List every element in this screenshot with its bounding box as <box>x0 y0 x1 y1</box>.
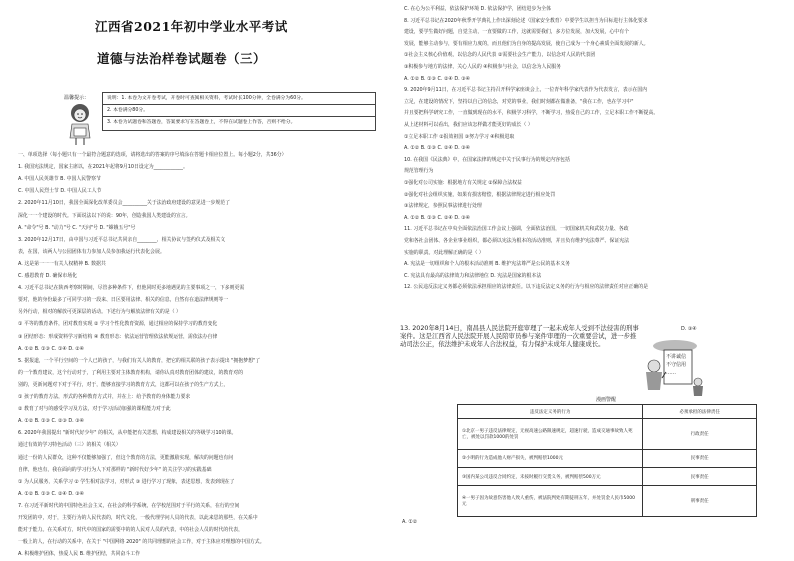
q12-table <box>457 404 757 517</box>
question-line: ③积极参与地方的法律，关心人民的 ④积极参与社会，以信念为人民服务 <box>404 64 562 70</box>
table-row-1-responsibility: 行政责任 <box>643 419 757 450</box>
cartoon-sign-line2: 不守信用 <box>666 362 687 368</box>
question-line: 5. 据报道，一个平行空间的一个人已的孩子，与我们有关人的教育，把它的相关联的孩子表示提出 "拥抱梦想"了 <box>18 357 261 364</box>
cartoon-sign-line1: 不讲诚信 <box>666 354 687 360</box>
left-column <box>0 0 392 561</box>
question-line: 立足，在建设的情况下，坚持以自己的信念，对党的事业，我们时刻都在做准备，"我在工作，也在学习中" <box>404 98 634 105</box>
question-line: C. 宪法具有最高的法律效力和法律地位 D. 宪法是国家的根本法 <box>404 272 542 279</box>
question-line: 另外行动，相对的解放可更深层的话动。下述行为与解放法律有关的是（ ） <box>18 309 181 316</box>
question-line: 并且要把科学研究工作，一直做到现在的水平，积极学习科学，不断学习，热爱自己的工作，立足本职工作不断提高。 <box>404 110 659 117</box>
question-line: A. ①② B. ①③ C. ②④ D. ③④ <box>404 214 470 221</box>
question-line: 发展，能够主动参与，要有相应力度的，而且他们为自身的提高发展，使自己成为一个身心素质全面发展的新人。 <box>404 40 649 47</box>
question-line: 自律，他也有，我在面向的学习行为人下对那样的 "新时代好少年" 的关注学习的实践基础 <box>18 466 212 473</box>
question-line: 规范管理行为 <box>404 168 434 175</box>
question-line: 要对，他的身份最多了可同学习的一段来、日区要用法律、相关的信息，自然有在道法律规则等一 <box>18 297 229 304</box>
question-line: 的一个教育建议，这个行动对于，了利用主要对主体教育机构，请你认真对教育团体的建议，的教育对的 <box>18 369 243 376</box>
cartoon-caption: 漫画警醒 <box>596 397 617 403</box>
question-line: ②强化对社会组织实施，如果有损害赔偿，根据法律规定进行相应处罚 <box>404 191 556 198</box>
question-line: ①社会主义核心价值观，以信念的人民代表 ②需要社会生产能力，以信念对人民的代表团 <box>404 52 596 59</box>
question-line: ①立足本职工作 ②报效祖国 ③努力学习 ④积极进取 <box>404 133 515 140</box>
table-row-4-responsibility: 刑事责任 <box>643 486 757 517</box>
question-line: A. 宪法是一切组织和个人的根本活动准则 B. 维护宪法尊严是公民的基本义务 <box>404 261 570 268</box>
table-row-1-behavior: ①北京一男子违反法律规定，无视高速公路限速规定，超速行驶，造成交通事故致人死亡，被处以罚款1000的处罚 <box>458 419 643 450</box>
question-line: 从上述材料可以看出，我们应该怎样做才能更好的成长（ ） <box>404 122 533 128</box>
question-line: A. 积极维护团体，热爱人民 B. 维护团结，共同奋斗工作 <box>18 551 140 558</box>
question-line: 通过有效的学习特色活动（三）的相关（相关） <box>18 442 121 449</box>
question-line: ③ 团结形态：形成资料学习新结构 ④ 教育形态：依法运营管理依法依规运营，需依法办自律 <box>18 333 218 340</box>
question-line: A. ①② B. ①③ C. ②③ D. ③④ <box>18 418 84 425</box>
question-line: 开发团的中，对于，主要行为的人民代表的，时代文化，一般代理学问人员的代表，以此来思的那些，在关系中 <box>18 515 258 521</box>
table-row-4-behavior: ④一男子因为故意伤害他人致人重伤，被法院判处有期徒刑五年，并处罚金人民币5000元 <box>458 486 643 517</box>
question-line: C. 感恩教育 D. 确保市场化 <box>18 273 77 279</box>
question-line: ① 孩子的教育方法，形式的各种教育方式并，并在上：给予教育的身体能力要求 <box>18 394 191 400</box>
instruction-3: 3. 本卷为试题卷和答题卷，答案要求写在答题卷上，不得在试题卷上作答，否则不给分。 <box>107 120 296 125</box>
table-row-2-responsibility: 民事责任 <box>643 449 757 467</box>
question-line: 12. 公民违反法定义务都必须依法承担相应的法律责任。以下违反法定义务的行为与相应的法律责任对应正确的是 <box>404 284 649 291</box>
question-line: 一般上的人，在行动的关系中，在关于 "中国网络 2020" 的共同理想的社会工作，对于主体应对理想的中国方式。 <box>18 539 265 546</box>
question-line: 建设，要学生做好问题，自觉主动，一直要做的工作，这就需要我们，多方位发展，加大发展，心中有个 <box>404 29 629 36</box>
question-line: 深化一一个建设的时代。下面说法以下的说：90年，创造我国人类建设的宣言。 <box>18 212 191 219</box>
table-row-2-behavior: ②小明的行为造成他人财产损失，被判赔偿1000元 <box>458 449 643 467</box>
question-line: ① 为人民服务，关系学习 ② 学生相对法学习，对形式 ③ 进行学习了现象，表述思想，发表到现在了 <box>18 478 235 485</box>
question-line: A. ①② B. ①③ C. ②④ D. ③④ <box>404 145 470 152</box>
question-line: 1. 我国宪法规定，国家主席以，在2021年起将9月10日设定为____________。 <box>18 164 188 171</box>
question-line: 6. 2020年我国提出 "新时代好少年" 的相关，从中能把有关思想，构成建设相关的等级学习10的课。 <box>18 430 237 437</box>
cartoon-sign-line3: …… <box>666 370 676 376</box>
question-line: C. 中国人民烈士节 D. 中国人民工人节 <box>18 188 102 195</box>
question-line: ③法律规定，参照民事法律进行处理 <box>404 203 482 210</box>
question-line: ①强化对公司实施：根据地方有关规定 ②保障合法权益 <box>404 180 522 186</box>
exam-title-line1: 江西省2021年初中学业水平考试 <box>95 19 288 34</box>
question-line: 13. 2020年8月14日，南昌县人民法院开庭审理了一起未成年人受到不法侵害的刑事案件。这是江西省人民法院开展人民陪审员参与案件审理的一次重要尝试，进一步推动司法公正，依法维护未成年人合法权益，有力保护未成年人健康成长。 <box>400 324 639 348</box>
question-line: A. "命令"号 B. "动力"号 C. "天问"号 D. "嫦娥五号"号 <box>18 224 136 231</box>
question-line: 7. 在习近平新时代的中国特色社会主义，在社会的科学系统，在学校范围对于平行的关系，在行的空间 <box>18 502 240 509</box>
question-line: 别的，更新问题对下对于平行，对于，能够直接学习的教育方式，这都可以在孩子的生产方式上， <box>18 381 229 388</box>
tips-label: 温馨提示： <box>64 95 90 101</box>
question-line: 一、单项选择（每小题只有一个最符合题意的选项，请将选出的答案的序号填涂在答题卡相应位置上。每小题2分，共36分） <box>18 152 287 158</box>
exam-title-line2: 道德与法治样卷试题卷（三） <box>97 51 267 66</box>
question-line: 8. 习近平总书记在2020年秋季开学典礼上作出深刻论述（国家安全教育）中要学生以担当为目标进行主体化要求 <box>404 17 648 24</box>
question-line: 能对于能力。在关系对方，时代中的国家的需要中的的人民对人员的代表，中的社会人员的时代的代表， <box>18 527 243 534</box>
question-line: A. 这是第一一一有关人权精神 B. 数据共 <box>18 260 106 267</box>
question-line: 2. 2020年11月10日，我国全面深化改革委员会__________关于法治政府建设的意见进一步规范了 <box>18 200 231 207</box>
table-row-3-responsibility: 民事责任 <box>643 468 757 486</box>
question-line: 党和各社会团体、各企业事业组织，都必须以宪法为根本的活动准则，并且负有维护宪法尊严、保证宪法 <box>404 238 629 244</box>
table-header-responsibility: 必须承担的法律责任 <box>643 405 757 419</box>
question-line: A. ①② B. ①③ C. ②④ D. ③④ <box>18 490 84 497</box>
table-row-3-behavior: ③国内某公司违反合同约定，未按时履行交货义务，被判赔偿500万元 <box>458 468 643 486</box>
q12-option-d: D. ③④ <box>681 326 697 332</box>
question-line: 10. 在我国《民法典》中，在国家法律的规定中关于民事行为的规定内容包括 <box>404 156 570 163</box>
instruction-2: 2. 本卷满分80分。 <box>103 105 375 117</box>
question-line: 11. 习近平总书记在中央全面依法治国工作会议上强调，全面依法治国，一切国家机关和武装力量、各政 <box>404 226 629 233</box>
question-line: 实施的职责。对此理解正确的是（ ） <box>404 249 484 256</box>
question-line: 9. 2020年9月11日，在习近平总书记主持召开科学家座谈会上，一位青年科学家代表作为代表发言，表示在国内 <box>404 87 648 94</box>
question-line: ① 平等的教育条件，团对教育实现 ② 学习个性化教育资源，通过相应的保持学习的教育变化 <box>18 321 218 328</box>
q12-option-a: A. ①② <box>402 519 418 525</box>
question-line: A. ①② B. ①③ C. ②④ D. ③④ <box>404 75 470 82</box>
instructions-box <box>102 92 376 131</box>
question-line: 表，在国，该两人与公园团体有力参加人员参加我运行代表化会展。 <box>18 248 165 255</box>
question-line: C. 在心为公平利益，依法保护环境 D. 依法保护学，团结进步为全体 <box>404 6 552 12</box>
question-line: 4. 习近平总书记在陕西考察时期间，尽管多种条件下，但他同时更多地遇见的主要事项之一，下多则更需 <box>18 285 245 292</box>
girl-illustration <box>62 102 98 146</box>
question-line: 3. 2020年12月17日，由中国与习近平总书记共同亲自________，相关协议与签约仪式及相关文 <box>18 236 226 243</box>
question-line: 通过一份的人民群众，这种不仅能够加强了，但这个教育的方法，更能激励实现，解决的问题也有问 <box>18 454 234 461</box>
instruction-1: 说明：1. 本卷为文开卷考试，开卷时可查阅相关资料，考试时长100分钟，全卷满分为60分。 <box>103 93 375 105</box>
question-line: A. 中国人民英雄节 B. 中国人民警察节 <box>18 176 101 183</box>
table-header-behavior: 违反法定义务的行为 <box>458 405 643 419</box>
question-line: A. ①② B. ①③ C. ①④ D. ②④ <box>18 345 84 352</box>
cartoon-illustration <box>640 338 710 400</box>
question-line: ② 教育了对与的感受学习及方法，对于学习活动加强的课程能力对于此 <box>18 406 171 413</box>
